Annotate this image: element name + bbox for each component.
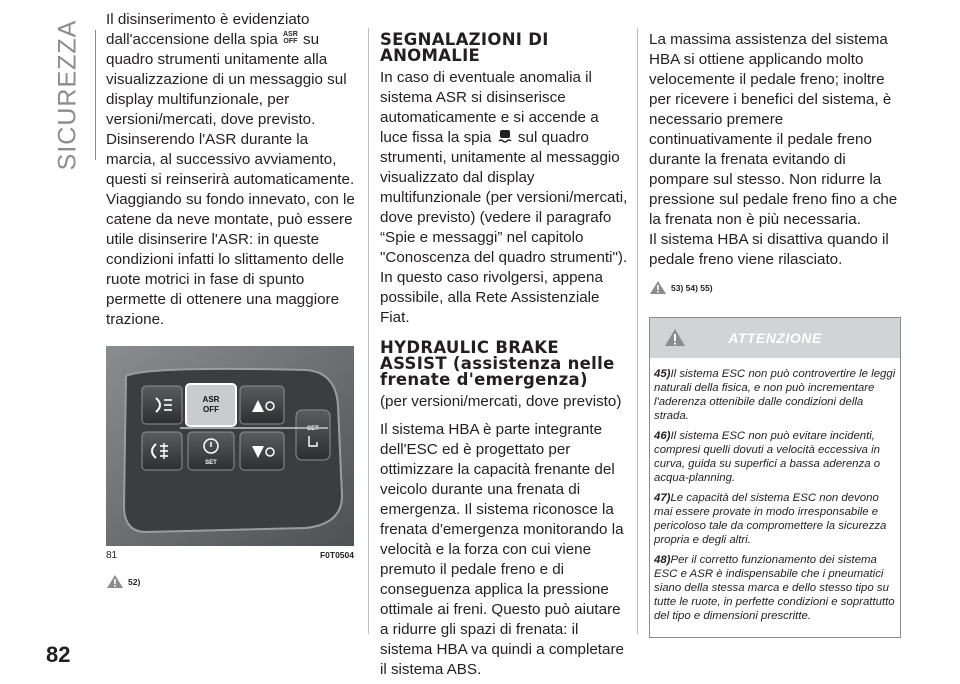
column-1	[106, 10, 358, 589]
warning-triangle-icon	[649, 280, 667, 295]
attention-note-48: 48)Per il corretto funzionamento dei sistema ESC e ASR è indispensabile che i pneumatici siano della stessa marca e dello stesso tipo su tutte le ruote, in perfette condizioni e soprattutto del tipo e dimensioni prescritte.	[654, 554, 895, 622]
attention-note-46: 46)Il sistema ESC non può evitare incidenti, compresi quelli dovuti a velocità eccessiva in curva, guida su superfici a bassa aderenza o acqua-planning.	[654, 430, 881, 484]
figure-code: F0T0504	[319, 550, 354, 560]
attention-notes	[650, 358, 900, 637]
paragraph-fault-signals: In caso di eventuale anomalia il sistema ASR si disinserisce automaticamente e si accende a luce fissa la spia sul quadro strumenti, unitamente al messaggio visualizzato dal display multifunzionale (per versioni/mercati, dove previsto) (vedere il paragrafo “Spie e messaggi” nel capitolo "Conoscenza del quadro strumenti"). In questo caso rivolgersi, appena possibile, alla Rete Assistenziale Fiat.	[380, 69, 628, 326]
esc-warning-light-icon	[497, 129, 513, 144]
rear-parking-sensor-button	[240, 432, 284, 470]
attention-warning-icon	[664, 328, 686, 347]
attention-note-45: 45)Il sistema ESC non può controvertire le leggi naturali della fisica, e non può incrementare l'aderenza ottenibile dalle condizioni della strada.	[654, 368, 896, 422]
fog-light-button	[142, 386, 182, 424]
column-3	[649, 10, 899, 638]
attention-note-47: 47)Le capacità del sistema ESC non devono mai essere provate in modo irresponsabile e pericoloso tale da compromettere la sicurezza propria e degli altri.	[654, 492, 887, 546]
tpms-button-label: SET	[205, 460, 217, 466]
paragraph-hba-deactivation: Il sistema HBA si disattiva quando il pedale freno viene rilasciato.	[649, 231, 889, 268]
chapter-side-title	[48, 19, 88, 171]
asr-button-label-bottom: OFF	[203, 405, 219, 414]
asr-off-button	[186, 384, 236, 426]
switch-panel-figure	[106, 346, 354, 546]
page-number: 82	[46, 642, 71, 667]
side-title-divider	[95, 30, 96, 160]
column-2	[380, 10, 630, 684]
warning-reference-text: 52)	[128, 576, 141, 587]
switch-panel-illustration	[106, 346, 354, 546]
set-knob-label: SET	[307, 426, 319, 432]
chapter-side-title-text: SICUREZZA	[53, 19, 82, 171]
column-divider-2	[637, 28, 638, 634]
attention-header	[650, 318, 900, 358]
warning-triangle-icon	[106, 574, 124, 589]
paragraph-asr-reactivation: Disinserendo l'ASR durante la marcia, al successivo avviamento, questi si reinserirà automaticamente.	[106, 131, 355, 188]
paragraph-hba-usage: La massima assistenza del sistema HBA si ottiene applicando molto velocemente il pedale freno; inoltre per ricevere i benefici del sistema, è necessario premere continuativamente il pedale freno durante la frenata evitando di pompare sul stesso. Non ridurre la pressione sul pedale freno fino a che la frenata non è più necessaria.	[649, 31, 898, 228]
column-divider-1	[368, 28, 369, 634]
tpms-set-button	[188, 432, 234, 470]
attention-box	[649, 317, 901, 638]
attention-title: ATTENZIONE	[728, 330, 822, 346]
paragraph-asr-disable-indication: Il disinserimento è evidenziato dall'accensione della spia ASR OFF su quadro strumenti unitamente alla visualizzazione di un messaggio sul display multifunzionale, per versioni/mercati, dove previsto.	[106, 11, 347, 128]
figure-caption	[106, 550, 358, 564]
paragraph-hba-description: Il sistema HBA è parte integrante dell'ESC ed è progettato per ottimizzare la capacità frenante del veicolo durante una frenata di emergenza. Il sistema riconosce la frenata d'emergenza monitorando la velocità e la forza con cui viene premuto il pedale freno e di conseguenza applica la pressione ottimale ai freni. Questo può aiutare a ridurre gli spazi di frenata: il sistema HBA va quindi a completare il sistema ABS.	[380, 421, 624, 678]
rear-fog-button	[142, 432, 182, 470]
hba-warning-reference	[649, 280, 899, 295]
paragraph-snow-chains: Viaggiando su fondo innevato, con le catene da neve montate, può essere utile disinserire l'ASR: in queste condizioni infatti lo slittamento delle ruote motrici in fase di spunto permette di ottenere una maggiore trazione.	[106, 191, 355, 328]
parking-sensor-button	[240, 386, 284, 424]
asr-off-warning-light-icon: ASR OFF	[283, 31, 298, 45]
hba-subtitle: (per versioni/mercati, dove previsto)	[380, 393, 622, 410]
asr-button-label-top: ASR	[202, 395, 220, 404]
hba-warning-reference-text: 53) 54) 55)	[671, 282, 713, 293]
heading-hydraulic-brake-assist: HYDRAULIC BRAKE ASSIST (assistenza nelle frenate d'emergenza)	[380, 338, 615, 389]
heading-fault-signals: SEGNALAZIONI DI ANOMALIE	[380, 30, 549, 65]
figure-warning-reference	[106, 574, 358, 589]
figure-number: 81	[106, 550, 118, 561]
set-rotary-knob	[296, 410, 330, 460]
